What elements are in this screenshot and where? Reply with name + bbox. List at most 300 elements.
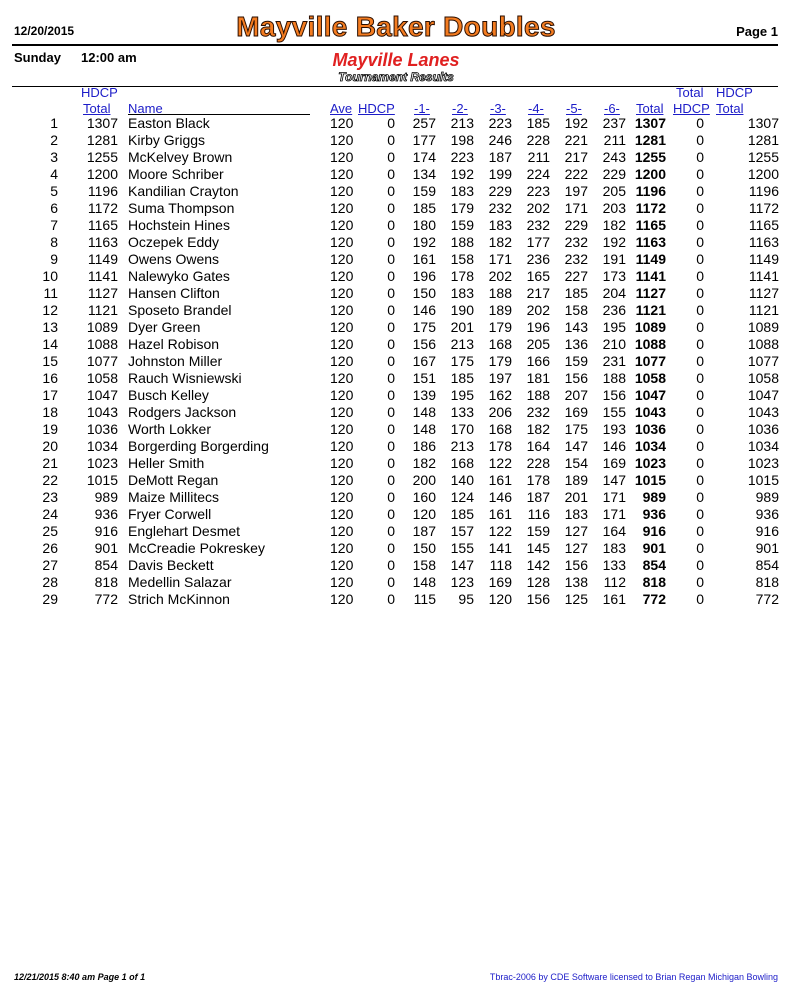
handicap: 0 <box>387 540 395 556</box>
total-handicap: 0 <box>696 591 704 607</box>
game-4: 156 <box>526 591 550 607</box>
place: 13 <box>42 319 58 335</box>
game-1: 146 <box>412 302 436 318</box>
scratch-total: 1058 <box>634 370 666 386</box>
game-5: 175 <box>564 421 588 437</box>
hdcp-total-lead: 1141 <box>87 268 118 284</box>
game-5: 138 <box>564 574 588 590</box>
hdcp-total-lead: 1023 <box>86 455 118 471</box>
handicap: 0 <box>387 336 395 352</box>
game-1: 158 <box>412 557 436 573</box>
game-5: 158 <box>564 302 588 318</box>
game-5: 169 <box>564 404 588 420</box>
bowler-names: Johnston Miller <box>128 353 223 369</box>
handicap: 0 <box>387 319 395 335</box>
scratch-total: 1015 <box>634 472 666 488</box>
bowler-names: Hochstein Hines <box>128 217 230 233</box>
table-row <box>0 404 792 421</box>
scratch-total: 1121 <box>635 302 666 318</box>
bowler-names: Hansen Clifton <box>128 285 220 301</box>
col-game-4: -4- <box>528 101 544 116</box>
scratch-total: 936 <box>642 506 666 522</box>
game-3: 189 <box>488 302 512 318</box>
game-2: 190 <box>450 302 474 318</box>
bowler-names: Kirby Griggs <box>128 132 206 148</box>
handicap: 0 <box>387 302 395 318</box>
game-6: 147 <box>602 472 626 488</box>
game-1: 175 <box>412 319 436 335</box>
scratch-total: 772 <box>642 591 666 607</box>
game-4: 145 <box>526 540 550 556</box>
game-1: 150 <box>412 285 436 301</box>
total-handicap: 0 <box>696 557 704 573</box>
handicap: 0 <box>387 421 395 437</box>
game-1: 200 <box>412 472 436 488</box>
game-1: 186 <box>412 438 436 454</box>
place: 15 <box>42 353 58 369</box>
game-6: 236 <box>602 302 626 318</box>
software-credit: Tbrac-2006 by CDE Software licensed to Brian Regan Michigan Bowling <box>489 972 778 982</box>
handicap: 0 <box>387 472 395 488</box>
game-1: 134 <box>412 166 436 182</box>
game-4: 165 <box>526 268 550 284</box>
table-row <box>0 370 792 387</box>
game-5: 127 <box>564 523 588 539</box>
table-row <box>0 353 792 370</box>
table-row <box>0 506 792 523</box>
handicap-total: 1077 <box>747 353 779 369</box>
report-time: 12:00 am <box>81 50 137 65</box>
table-row <box>0 183 792 200</box>
handicap: 0 <box>387 523 395 539</box>
table-row <box>0 149 792 166</box>
total-handicap: 0 <box>696 574 704 590</box>
total-handicap: 0 <box>696 115 704 131</box>
average: 120 <box>330 506 354 522</box>
game-2: 124 <box>450 489 474 505</box>
hdcp-total-lead: 989 <box>94 489 118 505</box>
game-5: 192 <box>564 115 588 131</box>
total-handicap: 0 <box>696 387 704 403</box>
place: 7 <box>50 217 58 233</box>
hdcp-total-lead: 1172 <box>87 200 118 216</box>
handicap-total: 1043 <box>747 404 779 420</box>
hdcp-total-lead: 901 <box>94 540 118 556</box>
game-3: 169 <box>488 574 512 590</box>
average: 120 <box>330 268 354 284</box>
col-game-6: -6- <box>604 101 620 116</box>
game-1: 177 <box>412 132 436 148</box>
handicap: 0 <box>387 115 395 131</box>
game-3: 188 <box>488 285 512 301</box>
average: 120 <box>330 455 354 471</box>
table-row <box>0 251 792 268</box>
place: 11 <box>43 285 58 301</box>
column-header-rule <box>12 86 778 87</box>
scratch-total: 1149 <box>635 251 666 267</box>
handicap-total: 1196 <box>748 183 779 199</box>
bowler-names: Fryer Corwell <box>128 506 212 522</box>
hdcp-total-lead: 1255 <box>86 149 118 165</box>
game-1: 167 <box>412 353 436 369</box>
average: 120 <box>330 285 354 301</box>
bowler-names: Owens Owens <box>128 251 220 267</box>
table-row <box>0 455 792 472</box>
handicap-total: 1089 <box>747 319 779 335</box>
game-3: 171 <box>488 251 512 267</box>
place: 3 <box>50 149 58 165</box>
bowler-names: Kandilian Crayton <box>128 183 239 199</box>
game-5: 136 <box>564 336 588 352</box>
game-5: 185 <box>564 285 588 301</box>
venue-name: Mayville Lanes <box>332 50 460 70</box>
game-3: 179 <box>488 319 512 335</box>
game-3: 122 <box>488 523 512 539</box>
game-5: 143 <box>564 319 588 335</box>
game-4: 211 <box>527 149 550 165</box>
col-ave: Ave <box>330 101 353 116</box>
game-5: 229 <box>564 217 588 233</box>
scratch-total: 1043 <box>634 404 666 420</box>
game-4: 177 <box>526 234 550 250</box>
place: 17 <box>42 387 58 403</box>
hdcp-total-lead: 1043 <box>86 404 118 420</box>
handicap: 0 <box>387 370 395 386</box>
game-2: 178 <box>450 268 474 284</box>
total-handicap: 0 <box>696 234 704 250</box>
scratch-total: 1200 <box>634 166 666 182</box>
col-game-5: -5- <box>566 101 582 116</box>
bowler-names: Rodgers Jackson <box>128 404 237 420</box>
scratch-total: 1088 <box>634 336 666 352</box>
total-handicap: 0 <box>696 540 704 556</box>
game-3: 162 <box>488 387 512 403</box>
col-hdcp: HDCP <box>358 101 395 116</box>
table-row <box>0 234 792 251</box>
handicap-total: 1200 <box>747 166 779 182</box>
total-handicap: 0 <box>696 472 704 488</box>
print-info: 12/21/2015 8:40 am Page 1 of 1 <box>14 972 146 982</box>
game-2: 170 <box>450 421 474 437</box>
handicap-total: 854 <box>755 557 779 573</box>
total-handicap: 0 <box>696 404 704 420</box>
game-3: 202 <box>488 268 512 284</box>
table-row <box>0 285 792 302</box>
game-5: 127 <box>564 540 588 556</box>
bowler-names: Oczepek Eddy <box>128 234 220 250</box>
col-total-hdcp: HDCP <box>673 101 710 116</box>
game-1: 139 <box>412 387 436 403</box>
col-game-1: -1- <box>414 101 430 116</box>
average: 120 <box>330 115 354 131</box>
average: 120 <box>330 353 354 369</box>
bowler-names: Davis Beckett <box>128 557 214 573</box>
scratch-total: 1047 <box>634 387 666 403</box>
game-4: 128 <box>526 574 550 590</box>
total-handicap: 0 <box>696 166 704 182</box>
hdcp-total-lead: 916 <box>94 523 118 539</box>
game-4: 178 <box>526 472 550 488</box>
scratch-total: 1172 <box>635 200 666 216</box>
game-6: 171 <box>602 506 626 522</box>
place: 16 <box>42 370 58 386</box>
bowler-names: McKelvey Brown <box>128 149 233 165</box>
game-6: 205 <box>602 183 626 199</box>
game-3: 223 <box>488 115 512 131</box>
table-row <box>0 421 792 438</box>
place: 22 <box>42 472 58 488</box>
bowler-names: Hazel Robison <box>128 336 220 352</box>
hdcp-total-lead: 1077 <box>86 353 118 369</box>
table-row <box>0 540 792 557</box>
table-row <box>0 489 792 506</box>
average: 120 <box>330 523 354 539</box>
game-1: 196 <box>412 268 436 284</box>
header-rule <box>12 44 778 46</box>
col-hdcp-top: HDCP <box>81 85 118 100</box>
game-2: 195 <box>450 387 474 403</box>
handicap-total: 1047 <box>747 387 779 403</box>
table-row <box>0 574 792 591</box>
hdcp-total-lead: 1149 <box>87 251 118 267</box>
total-handicap: 0 <box>696 353 704 369</box>
game-2: 223 <box>450 149 474 165</box>
handicap-total: 772 <box>755 591 779 607</box>
game-5: 197 <box>564 183 588 199</box>
handicap-total: 901 <box>755 540 779 556</box>
bowler-names: Sposeto Brandel <box>128 302 232 318</box>
average: 120 <box>330 370 354 386</box>
game-5: 159 <box>564 353 588 369</box>
handicap-total: 1255 <box>747 149 779 165</box>
bowler-names: Suma Thompson <box>128 200 235 216</box>
handicap: 0 <box>387 506 395 522</box>
handicap-total: 1023 <box>747 455 779 471</box>
game-5: 227 <box>564 268 588 284</box>
game-2: 157 <box>450 523 474 539</box>
game-4: 202 <box>526 200 550 216</box>
game-5: 207 <box>564 387 588 403</box>
game-4: 224 <box>526 166 550 182</box>
game-1: 192 <box>412 234 436 250</box>
hdcp-total-lead: 818 <box>94 574 118 590</box>
handicap: 0 <box>387 557 395 573</box>
total-handicap: 0 <box>696 217 704 233</box>
game-2: 123 <box>450 574 474 590</box>
place: 28 <box>42 574 58 590</box>
table-row <box>0 472 792 489</box>
table-row <box>0 387 792 404</box>
game-2: 140 <box>450 472 474 488</box>
hdcp-total-lead: 1200 <box>86 166 118 182</box>
hdcp-total-lead: 1165 <box>87 217 118 233</box>
game-5: 171 <box>564 200 588 216</box>
game-6: 161 <box>602 591 626 607</box>
table-row <box>0 557 792 574</box>
handicap-total: 1165 <box>748 217 779 233</box>
table-row <box>0 523 792 540</box>
game-6: 203 <box>602 200 626 216</box>
game-1: 120 <box>412 506 436 522</box>
average: 120 <box>330 557 354 573</box>
game-6: 133 <box>602 557 626 573</box>
col-game-3: -3- <box>490 101 506 116</box>
game-6: 191 <box>602 251 626 267</box>
average: 120 <box>330 166 354 182</box>
game-4: 205 <box>526 336 550 352</box>
game-5: 217 <box>564 149 588 165</box>
place: 19 <box>42 421 58 437</box>
average: 120 <box>330 183 354 199</box>
scratch-total: 854 <box>642 557 666 573</box>
game-2: 183 <box>450 285 474 301</box>
game-2: 168 <box>450 455 474 471</box>
game-5: 156 <box>564 557 588 573</box>
total-handicap: 0 <box>696 132 704 148</box>
report-subtitle: Tournament Results <box>338 70 454 84</box>
handicap-total: 1015 <box>747 472 779 488</box>
total-handicap: 0 <box>696 268 704 284</box>
place: 1 <box>50 115 58 131</box>
game-2: 155 <box>450 540 474 556</box>
game-3: 178 <box>488 438 512 454</box>
bowler-names: Borgerding Borgerding <box>128 438 269 454</box>
game-1: 187 <box>412 523 436 539</box>
game-6: 156 <box>602 387 626 403</box>
game-6: 204 <box>602 285 626 301</box>
total-handicap: 0 <box>696 489 704 505</box>
bowler-names: Nalewyko Gates <box>128 268 230 284</box>
handicap: 0 <box>387 217 395 233</box>
game-6: 112 <box>603 574 626 590</box>
game-4: 196 <box>526 319 550 335</box>
scratch-total: 989 <box>642 489 666 505</box>
game-2: 95 <box>458 591 474 607</box>
game-4: 185 <box>526 115 550 131</box>
place: 9 <box>50 251 58 267</box>
place: 29 <box>42 591 58 607</box>
hdcp-total-lead: 1036 <box>86 421 118 437</box>
total-handicap: 0 <box>696 251 704 267</box>
game-3: 187 <box>488 149 512 165</box>
game-2: 175 <box>450 353 474 369</box>
game-3: 206 <box>488 404 512 420</box>
scratch-total: 1127 <box>635 285 666 301</box>
place: 12 <box>42 302 58 318</box>
place: 14 <box>42 336 58 352</box>
game-2: 147 <box>450 557 474 573</box>
game-4: 236 <box>526 251 550 267</box>
scratch-total: 1281 <box>634 132 666 148</box>
game-4: 181 <box>526 370 550 386</box>
scratch-total: 1141 <box>635 268 666 284</box>
hdcp-total-lead: 1196 <box>87 183 118 199</box>
handicap-total: 1281 <box>747 132 779 148</box>
place: 27 <box>42 557 58 573</box>
table-row <box>0 217 792 234</box>
handicap-total: 1172 <box>748 200 779 216</box>
handicap: 0 <box>387 268 395 284</box>
average: 120 <box>330 336 354 352</box>
game-2: 213 <box>450 115 474 131</box>
table-row <box>0 438 792 455</box>
hdcp-total-lead: 1088 <box>86 336 118 352</box>
handicap-total: 1141 <box>748 268 779 284</box>
game-1: 174 <box>412 149 436 165</box>
place: 25 <box>42 523 58 539</box>
game-1: 159 <box>412 183 436 199</box>
game-6: 169 <box>602 455 626 471</box>
handicap-total: 1163 <box>748 234 779 250</box>
scratch-total: 1165 <box>635 217 666 233</box>
game-3: 161 <box>488 506 512 522</box>
game-2: 188 <box>450 234 474 250</box>
game-4: 228 <box>526 132 550 148</box>
table-row <box>0 115 792 132</box>
game-6: 171 <box>602 489 626 505</box>
average: 120 <box>330 132 354 148</box>
handicap-total: 936 <box>755 506 779 522</box>
average: 120 <box>330 574 354 590</box>
hdcp-total-lead: 1281 <box>86 132 118 148</box>
game-5: 232 <box>564 234 588 250</box>
handicap: 0 <box>387 200 395 216</box>
place: 23 <box>42 489 58 505</box>
game-3: 118 <box>489 557 512 573</box>
game-6: 195 <box>602 319 626 335</box>
scratch-total: 1077 <box>634 353 666 369</box>
game-4: 228 <box>526 455 550 471</box>
handicap-total: 1149 <box>748 251 779 267</box>
table-row <box>0 591 792 608</box>
total-handicap: 0 <box>696 421 704 437</box>
game-2: 192 <box>450 166 474 182</box>
average: 120 <box>330 217 354 233</box>
game-6: 173 <box>602 268 626 284</box>
game-5: 183 <box>564 506 588 522</box>
place: 18 <box>42 404 58 420</box>
game-1: 148 <box>412 404 436 420</box>
game-2: 158 <box>450 251 474 267</box>
game-6: 231 <box>602 353 626 369</box>
hdcp-total-lead: 1163 <box>87 234 118 250</box>
game-6: 164 <box>602 523 626 539</box>
game-6: 193 <box>602 421 626 437</box>
game-2: 213 <box>450 438 474 454</box>
game-6: 183 <box>602 540 626 556</box>
scratch-total: 1255 <box>634 149 666 165</box>
col-total-top: Total <box>676 85 704 100</box>
hdcp-total-lead: 1058 <box>86 370 118 386</box>
handicap-total: 1121 <box>748 302 779 318</box>
handicap: 0 <box>387 353 395 369</box>
game-4: 116 <box>527 506 550 522</box>
bowler-names: Maize Millitecs <box>128 489 220 505</box>
game-4: 159 <box>526 523 550 539</box>
game-4: 182 <box>526 421 550 437</box>
handicap: 0 <box>387 183 395 199</box>
game-5: 222 <box>564 166 588 182</box>
total-handicap: 0 <box>696 370 704 386</box>
scratch-total: 916 <box>642 523 666 539</box>
game-6: 192 <box>602 234 626 250</box>
game-3: 120 <box>488 591 512 607</box>
average: 120 <box>330 591 354 607</box>
game-2: 201 <box>450 319 474 335</box>
game-3: 199 <box>488 166 512 182</box>
scratch-total: 1307 <box>634 115 666 131</box>
total-handicap: 0 <box>696 149 704 165</box>
